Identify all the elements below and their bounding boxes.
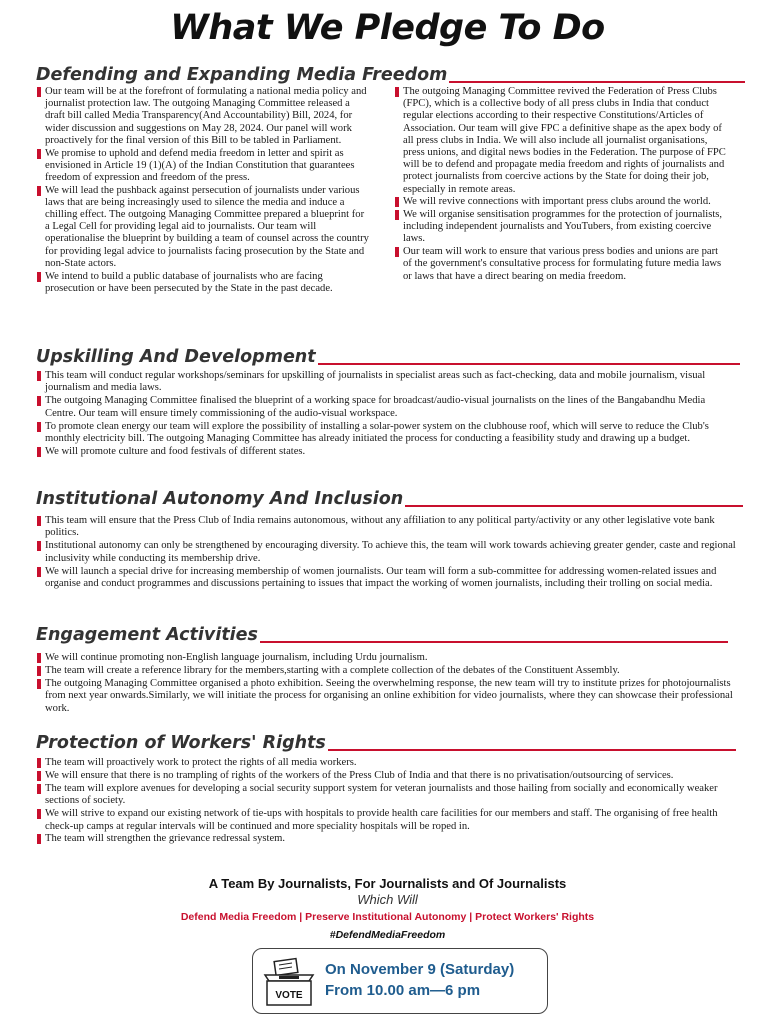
bullet-icon <box>37 87 41 97</box>
vote-date: On November 9 (Saturday) <box>325 961 515 978</box>
section-title: Defending and Expanding Media Freedom <box>36 64 448 85</box>
bullet-icon <box>37 422 41 432</box>
vote-time: From 10.00 am—6 pm <box>325 982 481 999</box>
workers-list <box>37 757 737 846</box>
bullet-icon <box>37 809 41 819</box>
list-item: We will strive to expand our existing network of tie-ups with hospitals to provide health care facilities for our members and staff. The organising of free health check-up camps at regular intervals will be continued and more speciality hospitals will be roped in. <box>37 808 737 833</box>
bullet-icon <box>395 210 399 220</box>
ballot-box-icon <box>261 957 317 1007</box>
bullet-icon <box>37 149 41 159</box>
list-item: We will ensure that there is no trampling of rights of the workers of the Press Club of India and that there is no privatisation/outsourcing of services. <box>37 770 737 782</box>
list-item: We will continue promoting non-English language journalism, including Urdu journalism. <box>37 652 737 664</box>
list-item: The team will strengthen the grievance redressal system. <box>37 833 737 845</box>
list-item: The outgoing Managing Committee revived the Federation of Press Clubs (FPC), which is a collective body of all press clubs in India that conduct regular elections according to their respective Constitutions/Articles of Association. Our team will give FPC a definitive shape as the apex body of all press clubs in India. We will also include all journalist organisations, press unions, and digital news bodies in the Federation. The purpose of FPC will be to defend and propagate media freedom and rights of journalists and protect journalists from coercive actions by the State for doing their job, especially in remote areas. <box>395 86 727 196</box>
section-title: Upskilling And Development <box>36 346 316 367</box>
bullet-icon <box>37 771 41 781</box>
footer-which-will: Which Will <box>357 892 418 907</box>
bullet-icon <box>37 541 41 551</box>
list-item: The outgoing Managing Committee finalised the blueprint of a working space for broadcast/audio-visual journalists on the lines of the Bangabandhu Media Centre. Our team will ensure timely commissioning of the audio-visual workspace. <box>37 395 737 420</box>
section-heading-media-freedom <box>36 60 745 84</box>
bullet-icon <box>37 567 41 577</box>
section-heading-upskilling <box>36 342 740 366</box>
bullet-icon <box>37 834 41 844</box>
bullet-icon <box>37 447 41 457</box>
list-item: The team will proactively work to protect the rights of all media workers. <box>37 757 737 769</box>
heading-rule <box>328 749 736 751</box>
heading-rule <box>449 81 745 83</box>
bullet-icon <box>395 197 399 207</box>
section-title: Engagement Activities <box>36 624 258 645</box>
media-freedom-left-column <box>37 86 369 295</box>
heading-rule <box>405 505 743 507</box>
footer-hashtag: #DefendMediaFreedom <box>329 929 446 941</box>
bullet-icon <box>37 272 41 282</box>
bullet-icon <box>37 784 41 794</box>
list-item: This team will ensure that the Press Club of India remains autonomous, without any affiliation to any political party/activity or any other legislative vote bank politics. <box>37 515 737 540</box>
section-heading-engagement <box>36 620 728 644</box>
list-item: We will promote culture and food festivals of different states. <box>37 446 737 458</box>
page-title: What We Pledge To Do <box>170 8 605 48</box>
list-item: Institutional autonomy can only be strengthened by encouraging diversity. To achieve this, the team will work towards achieving greater gender, caste and regional inclusivity while conducting its membership drive. <box>37 540 737 565</box>
engagement-list <box>37 652 737 716</box>
list-item: The team will explore avenues for developing a social security support system for veteran journalists and those hailing from socially and economically weaker sections of society. <box>37 783 737 808</box>
list-item: We will launch a special drive for increasing membership of women journalists. Our team will form a sub-committee for addressing women-related issues and organise and conduct programmes and discussions pertaining to issues that impact the working of women journalists, including their trolling on social media. <box>37 566 737 591</box>
vote-label: VOTE <box>275 990 303 1001</box>
bullet-icon <box>37 396 41 406</box>
section-heading-workers <box>36 728 736 752</box>
list-item: Our team will be at the forefront of formulating a national media policy and journalist protection law. The outgoing Managing Committee released a draft bill called Media Transparency(And Accountability) Bill, 2024, for wider discussion and suggestions on May 28, 2024. Our panel will work proactively for the final version of this Bill to be tabled in Parliament. <box>37 86 369 147</box>
footer-tagline: A Team By Journalists, For Journalists and Of Journalists <box>208 876 567 891</box>
list-item: We promise to uphold and defend media freedom in letter and spirit as envisioned in Article 19 (1)(A) of the Indian Constitution that guarantees freedom of expression and freedom of the press. <box>37 148 369 185</box>
autonomy-list <box>37 515 737 591</box>
bullet-icon <box>37 666 41 676</box>
list-item: We will revive connections with important press clubs around the world. <box>395 196 727 208</box>
media-freedom-right-column <box>395 86 727 283</box>
list-item: The outgoing Managing Committee organised a photo exhibition. Seeing the overwhelming response, the new team will try to institute prizes for photojournalists from next year onwards.Similarly, we will initiate the process for organising an online exhibition for video journalists, where they can showcase their professional work. <box>37 678 737 715</box>
section-title: Institutional Autonomy And Inclusion <box>36 488 404 509</box>
bullet-icon <box>395 87 399 97</box>
upskilling-list <box>37 370 737 459</box>
list-item: We will organise sensitisation programmes for the protection of journalists, including independent journalists and YouTubers, from existing coercive laws. <box>395 209 727 246</box>
list-item: Our team will work to ensure that various press bodies and unions are part of the government's consultative process for formulating future media laws or laws that have a direct bearing on media freedom. <box>395 246 727 283</box>
vote-date-box <box>252 948 548 1014</box>
bullet-icon <box>395 247 399 257</box>
heading-rule <box>260 641 728 643</box>
section-title: Protection of Workers' Rights <box>36 732 326 753</box>
bullet-icon <box>37 758 41 768</box>
heading-rule <box>318 363 740 365</box>
bullet-icon <box>37 653 41 663</box>
list-item: We intend to build a public database of journalists who are facing prosecution or have been persecuted by the State in the past decade. <box>37 271 369 295</box>
footer-slogans: Defend Media Freedom | Preserve Institutional Autonomy | Protect Workers' Rights <box>180 911 595 923</box>
bullet-icon <box>37 186 41 196</box>
bullet-icon <box>37 516 41 526</box>
section-heading-autonomy <box>36 484 743 508</box>
list-item: To promote clean energy our team will explore the possibility of installing a solar-power system on the clubhouse roof, which will serve to reduce the Club's monthly electricity bill. The outgoing Managing Committee has already initiated the process for conducting a feasibility study and drawing up a budget. <box>37 421 737 446</box>
list-item: The team will create a reference library for the members,starting with a complete collection of the debates of the Constituent Assembly. <box>37 665 737 677</box>
bullet-icon <box>37 371 41 381</box>
bullet-icon <box>37 679 41 689</box>
list-item: This team will conduct regular workshops/seminars for upskilling of journalists in specialist areas such as fact-checking, data and mobile journalism, visual journalism and media laws. <box>37 370 737 395</box>
list-item: We will lead the pushback against persecution of journalists under various laws that are being increasingly used to silence the media and induce a chilling effect. The outgoing Managing Committee prepared a blueprint for a Legal Cell for providing legal aid to journalists. Our team will operationalise the blueprint by building a team of counsel across the country for providing legal advice to journalists facing prosecution by the State and non-State actors. <box>37 185 369 270</box>
